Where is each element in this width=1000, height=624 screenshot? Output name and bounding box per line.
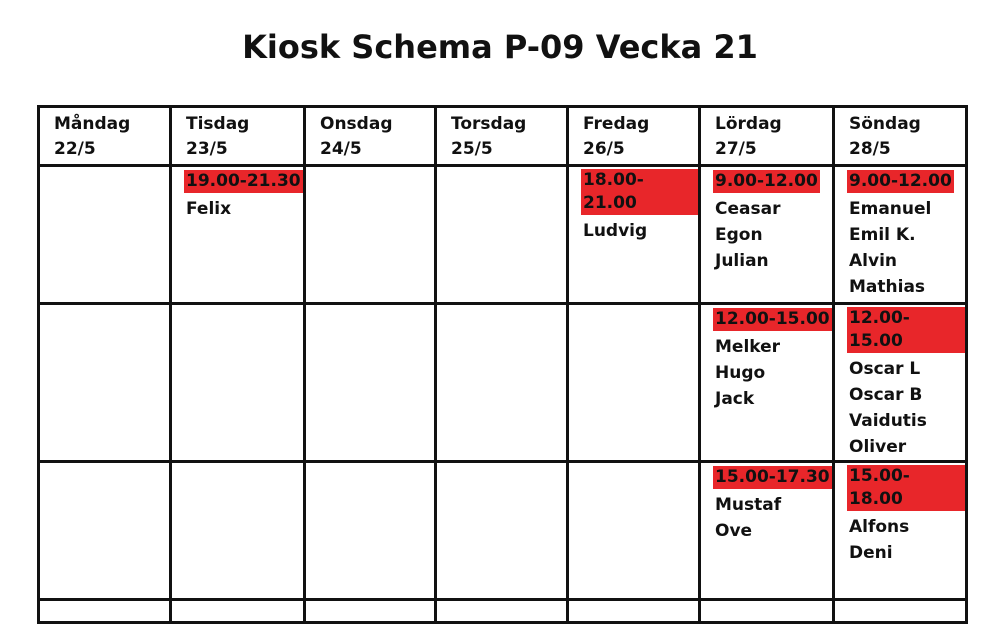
volunteer-name: Emil K. [849,225,916,245]
empty-cell [568,600,700,623]
shift-cell [39,462,171,600]
shift-cell [436,462,568,600]
day-date: 26/5 [583,139,625,159]
empty-cell [305,600,436,623]
day-header [834,107,967,166]
volunteer-name: Alvin [849,251,897,271]
shift-time: 12.00-15.00 [715,309,830,329]
day-date: 25/5 [451,139,493,159]
day-header [436,107,568,166]
day-header [568,107,700,166]
shift-cell [568,304,700,462]
shift-time: 12.00-15.00 [847,307,965,353]
shift-time: 15.00-17.30 [715,467,830,487]
empty-cell [834,600,967,623]
day-name: Onsdag [320,114,393,134]
shift-cell [39,166,171,304]
volunteer-name: Hugo [715,363,766,383]
volunteer-name: Vaidutis [849,411,927,431]
day-name: Torsdag [451,114,527,134]
volunteer-name: Oscar L [849,359,921,379]
day-name: Fredag [583,114,650,134]
volunteer-name: Jack [715,389,755,409]
shift-cell [171,166,305,304]
shift-cell [834,462,967,600]
day-header [305,107,436,166]
volunteer-name: Melker [715,337,781,357]
shift-cell [305,462,436,600]
shift-row [39,304,967,462]
shift-cell [305,304,436,462]
day-date: 24/5 [320,139,362,159]
day-name: Tisdag [186,114,250,134]
volunteer-name: Deni [849,543,893,563]
day-date: 28/5 [849,139,891,159]
day-header [700,107,834,166]
empty-cell [171,600,305,623]
shift-time: 18.00-21.00 [581,169,698,215]
volunteer-name: Ceasar [715,199,781,219]
day-date: 23/5 [186,139,228,159]
volunteer-name: Oscar B [849,385,923,405]
empty-cell [700,600,834,623]
shift-cell [171,304,305,462]
volunteer-name: Julian [715,251,769,271]
shift-cell [436,304,568,462]
volunteer-name: Ove [715,521,753,541]
day-date: 27/5 [715,139,757,159]
day-date: 22/5 [54,139,96,159]
shift-cell [305,166,436,304]
page-title: Kiosk Schema P-09 Vecka 21 [242,28,758,66]
volunteer-name: Ludvig [583,221,648,241]
shift-cell [700,304,834,462]
volunteer-name: Egon [715,225,763,245]
shift-time: 9.00-12.00 [715,171,818,191]
day-name: Söndag [849,114,921,134]
shift-cell [834,166,967,304]
shift-cell [39,304,171,462]
empty-cell [436,600,568,623]
shift-cell [700,462,834,600]
shift-row [39,166,967,304]
shift-row [39,462,967,600]
volunteer-name: Emanuel [849,199,932,219]
volunteer-name: Felix [186,199,232,219]
shift-time: 9.00-12.00 [849,171,952,191]
shift-cell [568,166,700,304]
shift-cell [834,304,967,462]
volunteer-name: Mustaf [715,495,782,515]
volunteer-name: Alfons [849,517,910,537]
empty-cell [39,600,171,623]
shift-cell [171,462,305,600]
volunteer-name: Oliver [849,437,907,457]
day-header [39,107,171,166]
day-header [171,107,305,166]
volunteer-name: Mathias [849,277,926,297]
empty-row [39,600,967,623]
day-name: Lördag [715,114,782,134]
shift-time: 19.00-21.30 [186,171,301,191]
shift-cell [436,166,568,304]
shift-cell [568,462,700,600]
schedule-table [37,105,968,624]
shift-time: 15.00-18.00 [847,465,965,511]
shift-cell [700,166,834,304]
header-row [39,107,967,166]
day-name: Måndag [54,114,131,134]
